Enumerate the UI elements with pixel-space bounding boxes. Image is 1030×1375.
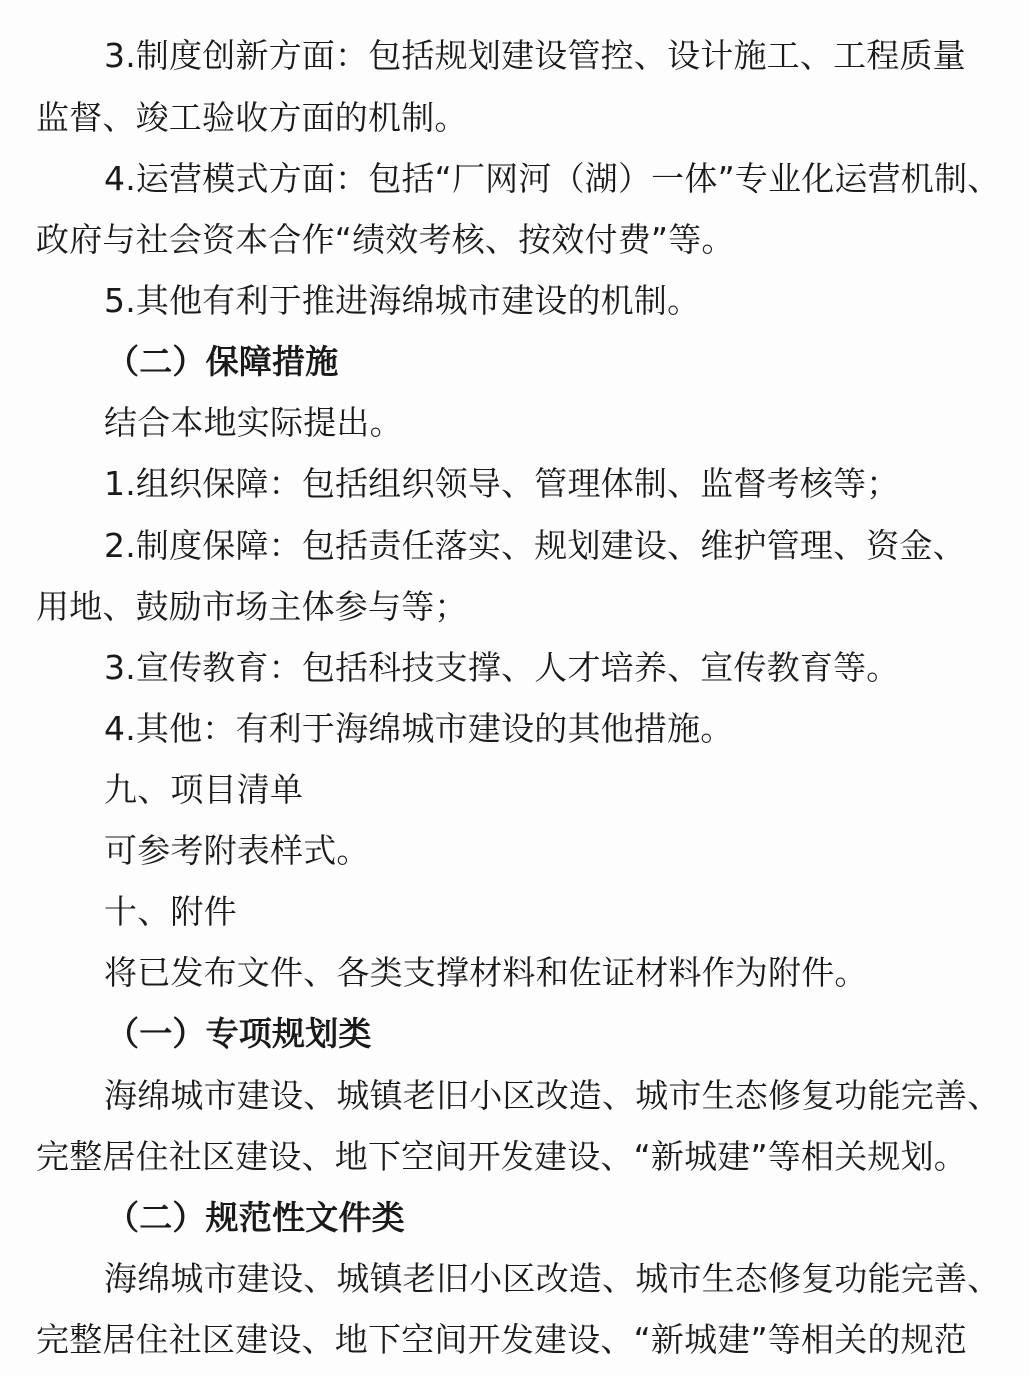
paragraph-operation-mode: 4.运营模式方面：包括“厂网河（湖）一体”专业化运营机制、 (104, 159, 1001, 198)
paragraph-normative-documents: 海绵城市建设、城镇老旧小区改造、城市生态修复功能完善、 (104, 1259, 1001, 1298)
paragraph-institutional-innovation: 3.制度创新方面：包括规划建设管控、设计施工、工程质量 (104, 36, 966, 75)
paragraph-special-planning-cont: 完整居住社区建设、地下空间开发建设、“新城建”等相关规划。 (36, 1137, 967, 1176)
paragraph-other-measures: 4.其他：有利于海绵城市建设的其他措施。 (104, 709, 734, 748)
heading-special-planning: （一）专项规划类 (106, 1014, 372, 1053)
paragraph-operation-mode-cont: 政府与社会资本合作“绩效考核、按效付费”等。 (36, 220, 735, 259)
heading-attachments: 十、附件 (104, 892, 237, 931)
paragraph-organizational-guarantee: 1.组织保障：包括组织领导、管理体制、监督考核等； (104, 464, 900, 503)
paragraph-special-planning: 海绵城市建设、城镇老旧小区改造、城市生态修复功能完善、 (104, 1076, 1001, 1115)
heading-project-list: 九、项目清单 (104, 770, 304, 809)
paragraph-institutional-guarantee-cont: 用地、鼓励市场主体参与等； (36, 587, 468, 626)
paragraph-institutional-guarantee: 2.制度保障：包括责任落实、规划建设、维护管理、资金、 (104, 526, 966, 565)
paragraph-normative-documents-cont: 完整居住社区建设、地下空间开发建设、“新城建”等相关的规范 (36, 1320, 967, 1359)
paragraph-publicity-education: 3.宣传教育：包括科技支撑、人才培养、宣传教育等。 (104, 648, 900, 687)
paragraph-project-list-note: 可参考附表样式。 (104, 831, 370, 870)
paragraph-other-mechanisms: 5.其他有利于推进海绵城市建设的机制。 (104, 281, 701, 320)
heading-normative-documents: （二）规范性文件类 (106, 1198, 405, 1237)
paragraph-institutional-innovation-cont: 监督、竣工验收方面的机制。 (36, 98, 468, 137)
paragraph-local-practice: 结合本地实际提出。 (104, 403, 403, 442)
paragraph-attachments-note: 将已发布文件、各类支撑材料和佐证材料作为附件。 (104, 953, 868, 992)
heading-safeguard-measures: （二）保障措施 (106, 342, 339, 381)
